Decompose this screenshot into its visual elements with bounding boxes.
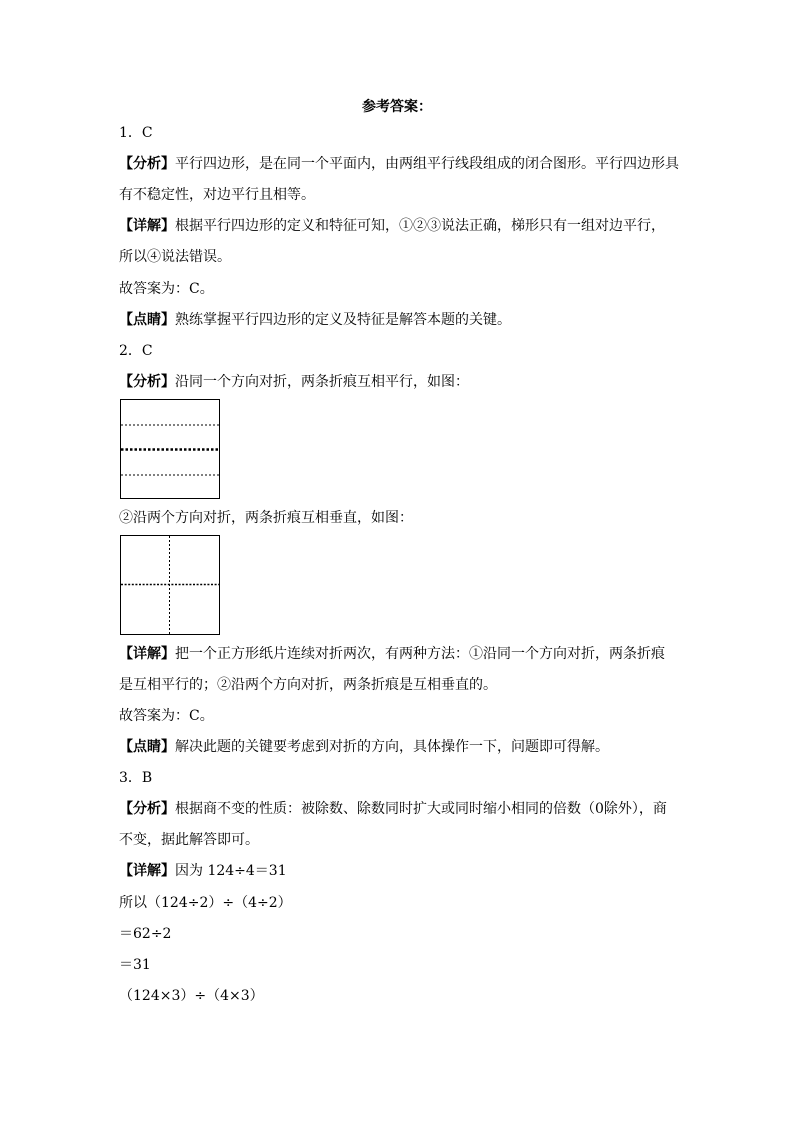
q2-point [119, 737, 699, 757]
q2-detail-line-1 [119, 644, 699, 664]
detail-tag: 【详解】 [119, 218, 175, 234]
analysis-text: 沿同一个方向对折，两条折痕互相平行，如图： [175, 374, 469, 390]
detail-text: 根据平行四边形的定义和特征可知，①②③说法正确，梯形只有一组对边平行， [175, 218, 665, 234]
q1-detail-line-1 [119, 216, 699, 236]
detail-tag: 【详解】 [119, 646, 175, 662]
q1-detail-line-2: 所以④说法错误。 [119, 249, 231, 265]
answer-key-title: 参考答案： [362, 99, 432, 115]
detail-text: 因为 124÷4＝31 [175, 863, 287, 879]
q3-analysis-line-1 [119, 799, 699, 819]
q3-number: 3．B [119, 770, 153, 786]
q2-answer: 故答案为：C。 [119, 708, 214, 724]
q3-calc-line-4: （124×3）÷（4×3） [119, 988, 264, 1004]
q1-analysis-line-2: 有不稳定性，对边平行且相等。 [119, 187, 315, 203]
point-text: 熟练掌握平行四边形的定义及特征是解答本题的关键。 [175, 312, 511, 328]
q3-analysis-line-2: 不变，据此解答即可。 [119, 832, 259, 848]
q3-calc-line-3: ＝31 [119, 957, 151, 973]
perpendicular-fold-figure [120, 535, 221, 636]
q2-number: 2．C [119, 343, 153, 359]
analysis-tag: 【分析】 [119, 156, 175, 172]
q3-calc-line-2: ＝62÷2 [119, 926, 172, 942]
point-tag: 【点睛】 [119, 312, 175, 328]
analysis-tag: 【分析】 [119, 374, 175, 390]
q1-analysis-line-1 [119, 154, 699, 174]
analysis-tag: 【分析】 [119, 801, 175, 817]
point-tag: 【点睛】 [119, 739, 175, 755]
detail-tag: 【详解】 [119, 863, 175, 879]
point-text: 解决此题的关键要考虑到对折的方向，具体操作一下，问题即可得解。 [175, 739, 609, 755]
detail-text: 把一个正方形纸片连续对折两次，有两种方法：①沿同一个方向对折，两条折痕 [175, 646, 665, 662]
q3-detail-line-1 [119, 861, 699, 881]
analysis-text: 平行四边形，是在同一个平面内，由两组平行线段组成的闭合图形。平行四边形具 [175, 156, 679, 172]
q3-calc-line-1: 所以（124÷2）÷（4÷2） [119, 895, 292, 911]
q1-point [119, 310, 699, 330]
q2-detail-line-2: 是互相平行的；②沿两个方向对折，两条折痕是互相垂直的。 [119, 677, 497, 693]
q2-analysis-line-1 [119, 372, 699, 392]
q2-analysis-line-2: ②沿两个方向对折，两条折痕互相垂直，如图： [119, 510, 413, 526]
parallel-fold-figure [120, 399, 221, 500]
q1-number: 1．C [119, 125, 153, 141]
q1-answer: 故答案为：C。 [119, 281, 214, 297]
analysis-text: 根据商不变的性质：被除数、除数同时扩大或同时缩小相同的倍数（0除外），商 [175, 801, 667, 817]
